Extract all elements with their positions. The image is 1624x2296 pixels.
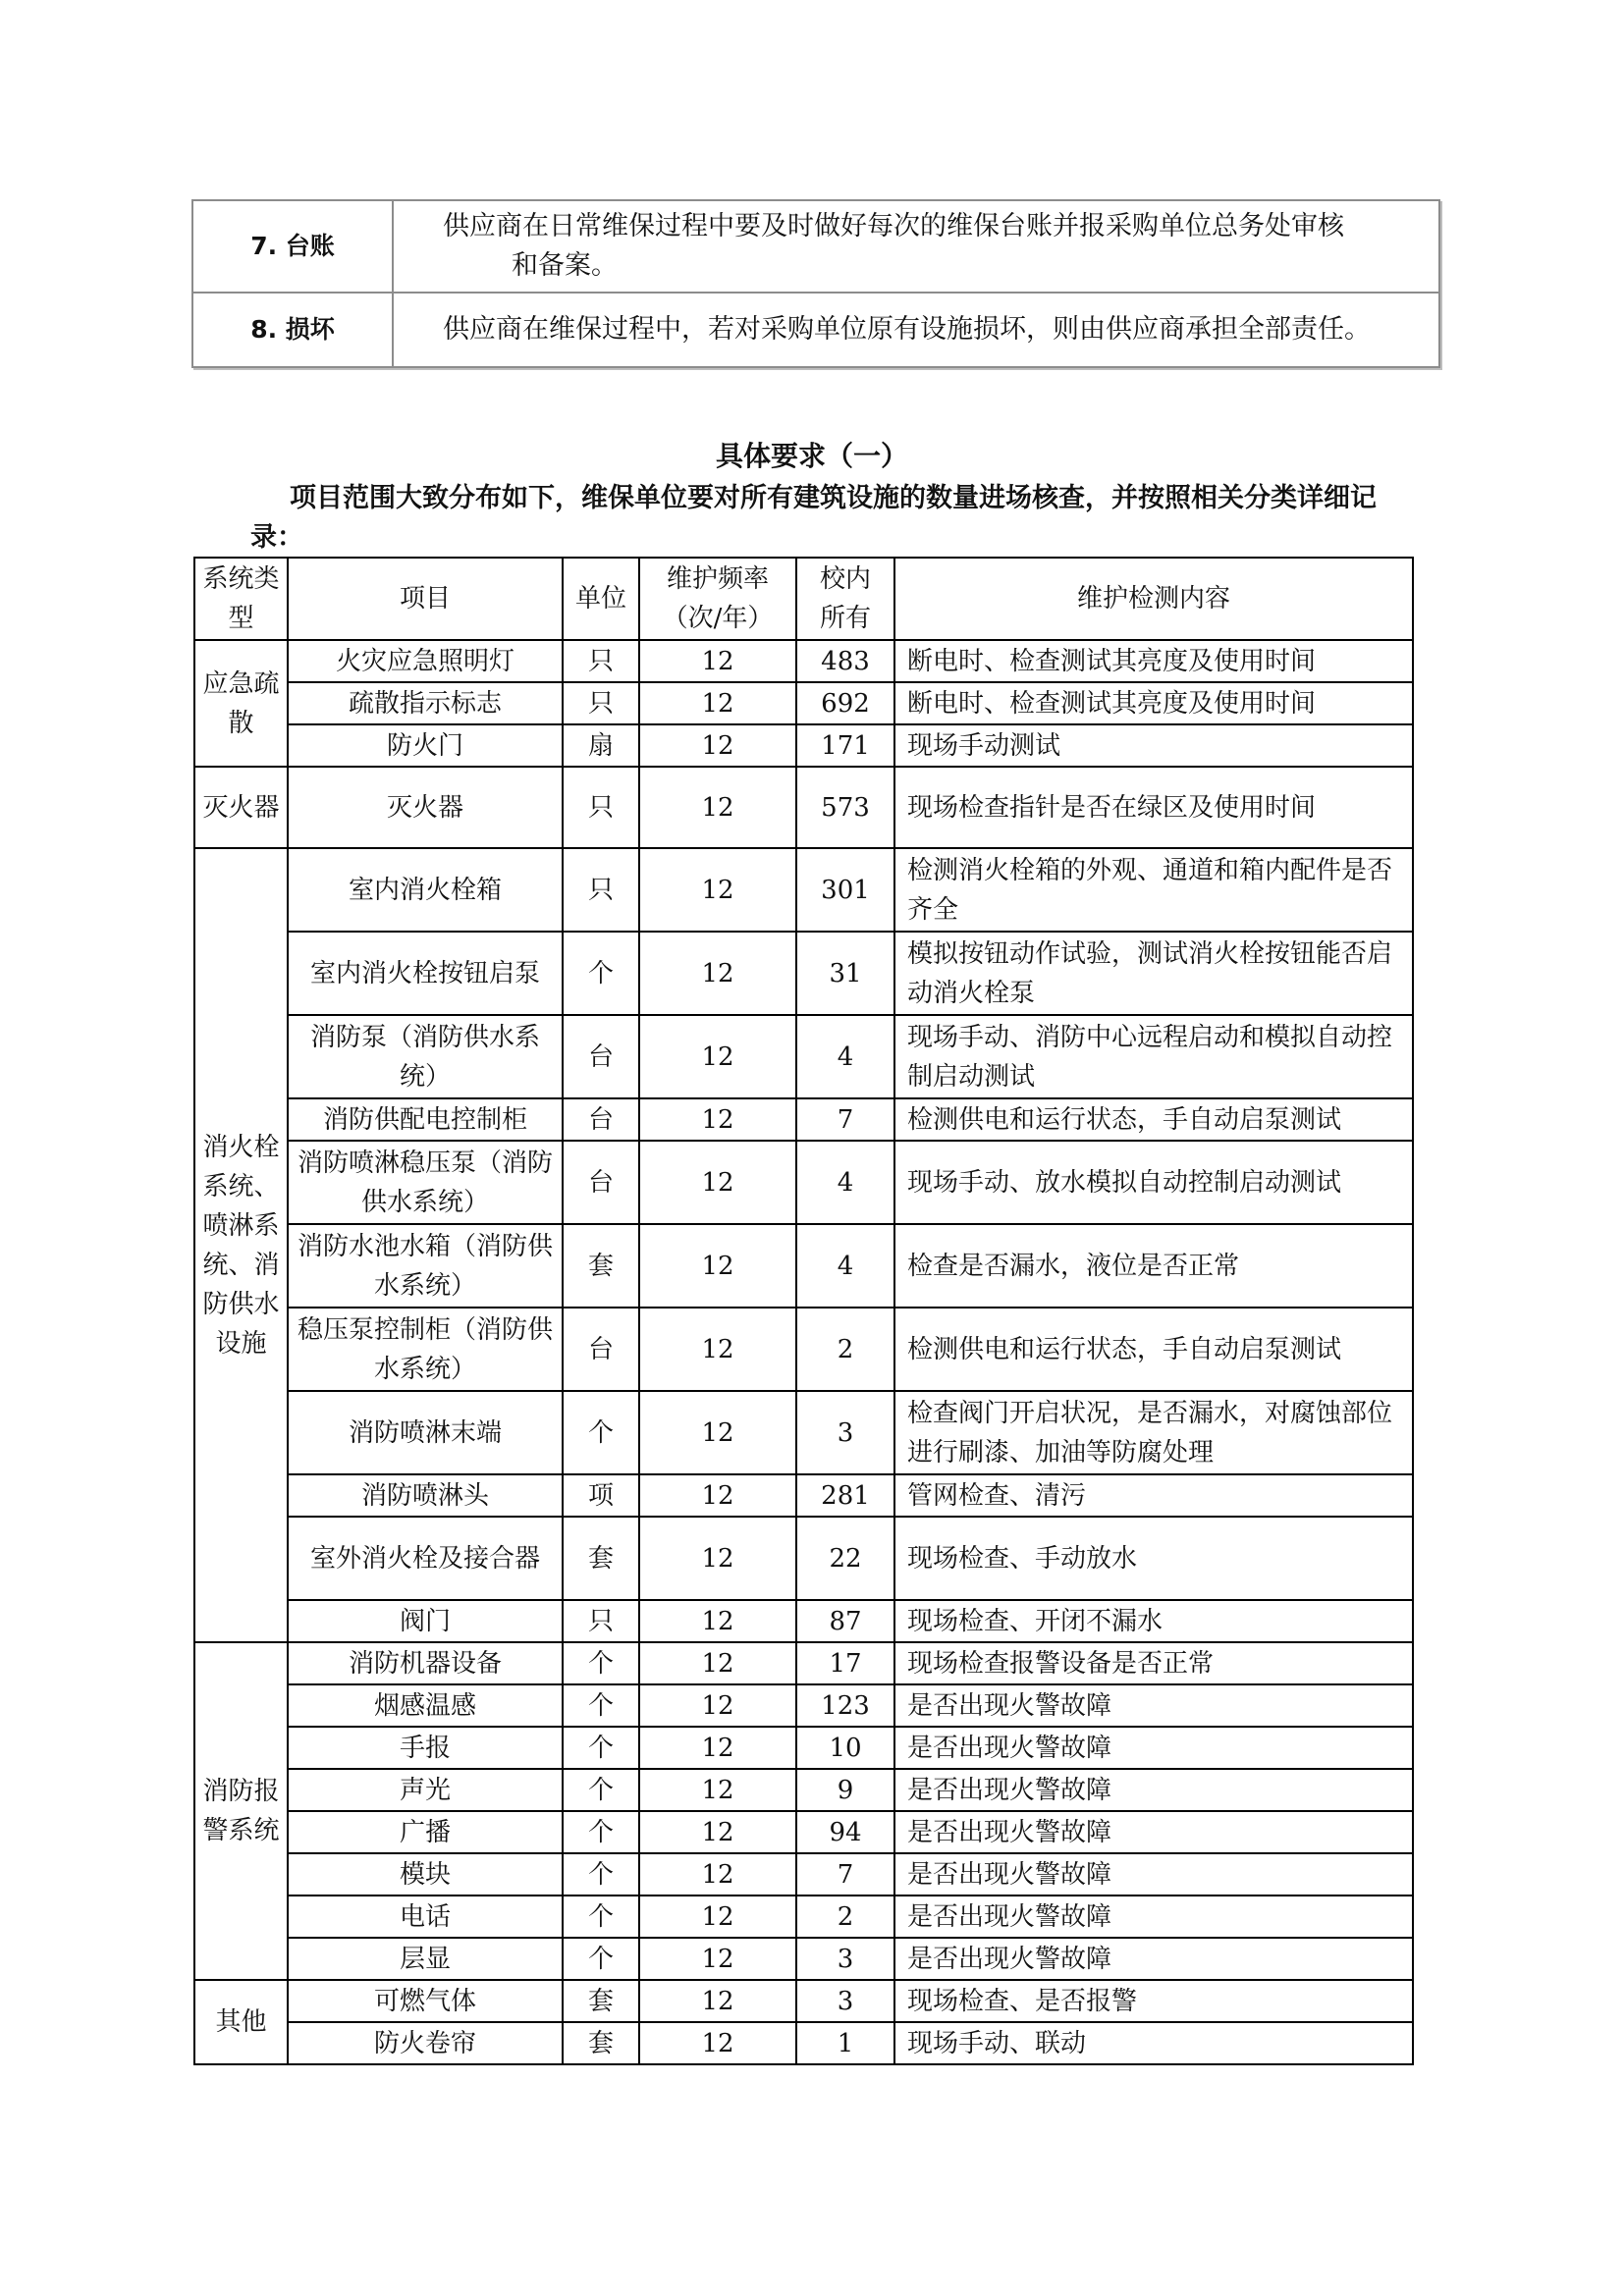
content-cell: 断电时、检查测试其亮度及使用时间 — [894, 682, 1413, 724]
table-row — [194, 1642, 1413, 1684]
frequency-cell: 12 — [639, 1308, 796, 1391]
unit-cell: 个 — [563, 1727, 639, 1769]
count-cell: 483 — [796, 640, 894, 682]
item-cell: 手报 — [288, 1727, 563, 1769]
unit-cell: 台 — [563, 1098, 639, 1141]
count-cell: 10 — [796, 1727, 894, 1769]
table-row — [192, 200, 1439, 293]
category-cell: 应急疏散 — [194, 640, 288, 767]
count-cell: 3 — [796, 1980, 894, 2022]
unit-cell: 台 — [563, 1308, 639, 1391]
header-row — [194, 558, 1413, 640]
count-cell: 123 — [796, 1684, 894, 1727]
item-cell: 防火门 — [288, 724, 563, 767]
item-cell: 室内消火栓箱 — [288, 848, 563, 932]
item-cell: 声光 — [288, 1769, 563, 1811]
table-row — [194, 1141, 1413, 1224]
count-cell: 301 — [796, 848, 894, 932]
item-cell: 防火卷帘 — [288, 2022, 563, 2064]
item-cell: 可燃气体 — [288, 1980, 563, 2022]
count-cell: 3 — [796, 1938, 894, 1980]
table-row — [194, 1853, 1413, 1896]
content-cell: 管网检查、清污 — [894, 1474, 1413, 1517]
content-cell: 现场检查、手动放水 — [894, 1517, 1413, 1600]
item-cell: 消防喷淋末端 — [288, 1391, 563, 1474]
count-cell: 1 — [796, 2022, 894, 2064]
item-cell: 消防泵（消防供水系统） — [288, 1015, 563, 1098]
item-cell: 层显 — [288, 1938, 563, 1980]
frequency-cell: 12 — [639, 1474, 796, 1517]
content-cell: 现场检查、是否报警 — [894, 1980, 1413, 2022]
unit-cell: 个 — [563, 1391, 639, 1474]
table-row — [194, 682, 1413, 724]
item-cell: 稳压泵控制柜（消防供水系统） — [288, 1308, 563, 1391]
table-row — [194, 1769, 1413, 1811]
table-row — [194, 848, 1413, 932]
frequency-cell: 12 — [639, 1769, 796, 1811]
frequency-cell: 12 — [639, 848, 796, 932]
frequency-cell: 12 — [639, 1600, 796, 1642]
table-row — [194, 2022, 1413, 2064]
table-row — [194, 1015, 1413, 1098]
content-cell: 检测供电和运行状态，手自动启泵测试 — [894, 1098, 1413, 1141]
table-row — [194, 1474, 1413, 1517]
frequency-cell: 12 — [639, 2022, 796, 2064]
table-row — [194, 1896, 1413, 1938]
table-row — [192, 293, 1439, 367]
unit-cell: 套 — [563, 1980, 639, 2022]
unit-cell: 台 — [563, 1015, 639, 1098]
count-cell: 171 — [796, 724, 894, 767]
content-cell: 现场手动、联动 — [894, 2022, 1413, 2064]
content-cell: 现场手动、消防中心远程启动和模拟自动控制启动测试 — [894, 1015, 1413, 1098]
item-cell: 电话 — [288, 1896, 563, 1938]
header-content: 维护检测内容 — [894, 558, 1413, 640]
unit-cell: 台 — [563, 1141, 639, 1224]
count-cell: 7 — [796, 1853, 894, 1896]
item-cell: 消防水池水箱（消防供水系统） — [288, 1224, 563, 1308]
header-type: 系统类型 — [194, 558, 288, 640]
unit-cell: 个 — [563, 932, 639, 1015]
requirements-table — [191, 199, 1440, 368]
header-unit: 单位 — [563, 558, 639, 640]
frequency-cell: 12 — [639, 1224, 796, 1308]
content-cell: 检测消火栓箱的外观、通道和箱内配件是否齐全 — [894, 848, 1413, 932]
content-cell: 是否出现火警故障 — [894, 1811, 1413, 1853]
frequency-cell: 12 — [639, 640, 796, 682]
section-title: 具体要求（一） — [715, 440, 908, 472]
frequency-cell: 12 — [639, 1015, 796, 1098]
count-cell: 9 — [796, 1769, 894, 1811]
frequency-cell: 12 — [639, 1642, 796, 1684]
content-cell: 现场手动、放水模拟自动控制启动测试 — [894, 1141, 1413, 1224]
intro-paragraph: 项目范围大致分布如下，维保单位要对所有建筑设施的数量进场核查，并按照相关分类详细记录： — [250, 483, 1377, 553]
frequency-cell: 12 — [639, 932, 796, 1015]
item-cell: 灭火器 — [288, 767, 563, 848]
header-item: 项目 — [288, 558, 563, 640]
unit-cell: 个 — [563, 1853, 639, 1896]
frequency-cell: 12 — [639, 1141, 796, 1224]
category-cell: 其他 — [194, 1980, 288, 2064]
table-row — [194, 932, 1413, 1015]
category-cell: 消火栓系统、喷淋系统、消防供水设施 — [194, 848, 288, 1642]
row-text: 供应商在日常维保过程中要及时做好每次的维保台账并报采购单位总务处审核 和备案。 — [393, 200, 1439, 293]
frequency-cell: 12 — [639, 1727, 796, 1769]
table-row — [194, 1391, 1413, 1474]
item-cell: 消防供配电控制柜 — [288, 1098, 563, 1141]
content-cell: 模拟按钮动作试验，测试消火栓按钮能否启动消火栓泵 — [894, 932, 1413, 1015]
count-cell: 7 — [796, 1098, 894, 1141]
row-label: 8. 损坏 — [192, 293, 393, 367]
count-cell: 31 — [796, 932, 894, 1015]
unit-cell: 个 — [563, 1642, 639, 1684]
facilities-table — [193, 557, 1414, 2065]
frequency-cell: 12 — [639, 1938, 796, 1980]
content-cell: 现场手动测试 — [894, 724, 1413, 767]
unit-cell: 扇 — [563, 724, 639, 767]
table-row — [194, 1938, 1413, 1980]
frequency-cell: 12 — [639, 724, 796, 767]
frequency-cell: 12 — [639, 1391, 796, 1474]
item-cell: 室外消火栓及接合器 — [288, 1517, 563, 1600]
header-frequency: 维护频率（次/年） — [639, 558, 796, 640]
table-row — [194, 1684, 1413, 1727]
item-cell: 烟感温感 — [288, 1684, 563, 1727]
frequency-cell: 12 — [639, 1517, 796, 1600]
content-cell: 检查阀门开启状况，是否漏水，对腐蚀部位进行刷漆、加油等防腐处理 — [894, 1391, 1413, 1474]
count-cell: 573 — [796, 767, 894, 848]
count-cell: 3 — [796, 1391, 894, 1474]
frequency-cell: 12 — [639, 1896, 796, 1938]
row-label: 7. 台账 — [192, 200, 393, 293]
count-cell: 94 — [796, 1811, 894, 1853]
count-cell: 4 — [796, 1141, 894, 1224]
content-cell: 检测供电和运行状态，手自动启泵测试 — [894, 1308, 1413, 1391]
content-cell: 断电时、检查测试其亮度及使用时间 — [894, 640, 1413, 682]
item-cell: 疏散指示标志 — [288, 682, 563, 724]
unit-cell: 套 — [563, 1224, 639, 1308]
unit-cell: 只 — [563, 1600, 639, 1642]
frequency-cell: 12 — [639, 1098, 796, 1141]
unit-cell: 只 — [563, 767, 639, 848]
table-row — [194, 1098, 1413, 1141]
count-cell: 17 — [796, 1642, 894, 1684]
unit-cell: 个 — [563, 1938, 639, 1980]
frequency-cell: 12 — [639, 1811, 796, 1853]
content-cell: 现场检查指针是否在绿区及使用时间 — [894, 767, 1413, 848]
table-row — [194, 1600, 1413, 1642]
content-cell: 是否出现火警故障 — [894, 1727, 1413, 1769]
frequency-cell: 12 — [639, 1853, 796, 1896]
unit-cell: 只 — [563, 848, 639, 932]
table-row — [194, 1224, 1413, 1308]
table-row — [194, 1811, 1413, 1853]
item-cell: 消防喷淋稳压泵（消防供水系统） — [288, 1141, 563, 1224]
content-cell: 是否出现火警故障 — [894, 1896, 1413, 1938]
unit-cell: 个 — [563, 1769, 639, 1811]
category-cell: 灭火器 — [194, 767, 288, 848]
unit-cell: 套 — [563, 1517, 639, 1600]
unit-cell: 个 — [563, 1684, 639, 1727]
item-cell: 火灾应急照明灯 — [288, 640, 563, 682]
item-cell: 消防机器设备 — [288, 1642, 563, 1684]
table-row — [194, 1308, 1413, 1391]
content-cell: 现场检查、开闭不漏水 — [894, 1600, 1413, 1642]
unit-cell: 只 — [563, 640, 639, 682]
count-cell: 692 — [796, 682, 894, 724]
content-cell: 是否出现火警故障 — [894, 1769, 1413, 1811]
item-cell: 消防喷淋头 — [288, 1474, 563, 1517]
item-cell: 室内消火栓按钮启泵 — [288, 932, 563, 1015]
count-cell: 2 — [796, 1308, 894, 1391]
unit-cell: 个 — [563, 1811, 639, 1853]
count-cell: 281 — [796, 1474, 894, 1517]
unit-cell: 项 — [563, 1474, 639, 1517]
item-cell: 广播 — [288, 1811, 563, 1853]
category-cell: 消防报警系统 — [194, 1642, 288, 1980]
content-cell: 检查是否漏水，液位是否正常 — [894, 1224, 1413, 1308]
header-count: 校内所有 — [796, 558, 894, 640]
table-row — [194, 1517, 1413, 1600]
count-cell: 22 — [796, 1517, 894, 1600]
frequency-cell: 12 — [639, 1980, 796, 2022]
table-row — [194, 1980, 1413, 2022]
frequency-cell: 12 — [639, 767, 796, 848]
table-row — [194, 640, 1413, 682]
content-cell: 现场检查报警设备是否正常 — [894, 1642, 1413, 1684]
count-cell: 87 — [796, 1600, 894, 1642]
count-cell: 2 — [796, 1896, 894, 1938]
table-row — [194, 1727, 1413, 1769]
item-cell: 模块 — [288, 1853, 563, 1896]
row-text: 供应商在维保过程中，若对采购单位原有设施损坏，则由供应商承担全部责任。 — [393, 293, 1439, 367]
table-row — [194, 724, 1413, 767]
content-cell: 是否出现火警故障 — [894, 1938, 1413, 1980]
count-cell: 4 — [796, 1224, 894, 1308]
frequency-cell: 12 — [639, 1684, 796, 1727]
unit-cell: 套 — [563, 2022, 639, 2064]
table-row — [194, 767, 1413, 848]
content-cell: 是否出现火警故障 — [894, 1684, 1413, 1727]
unit-cell: 个 — [563, 1896, 639, 1938]
item-cell: 阀门 — [288, 1600, 563, 1642]
frequency-cell: 12 — [639, 682, 796, 724]
content-cell: 是否出现火警故障 — [894, 1853, 1413, 1896]
count-cell: 4 — [796, 1015, 894, 1098]
unit-cell: 只 — [563, 682, 639, 724]
